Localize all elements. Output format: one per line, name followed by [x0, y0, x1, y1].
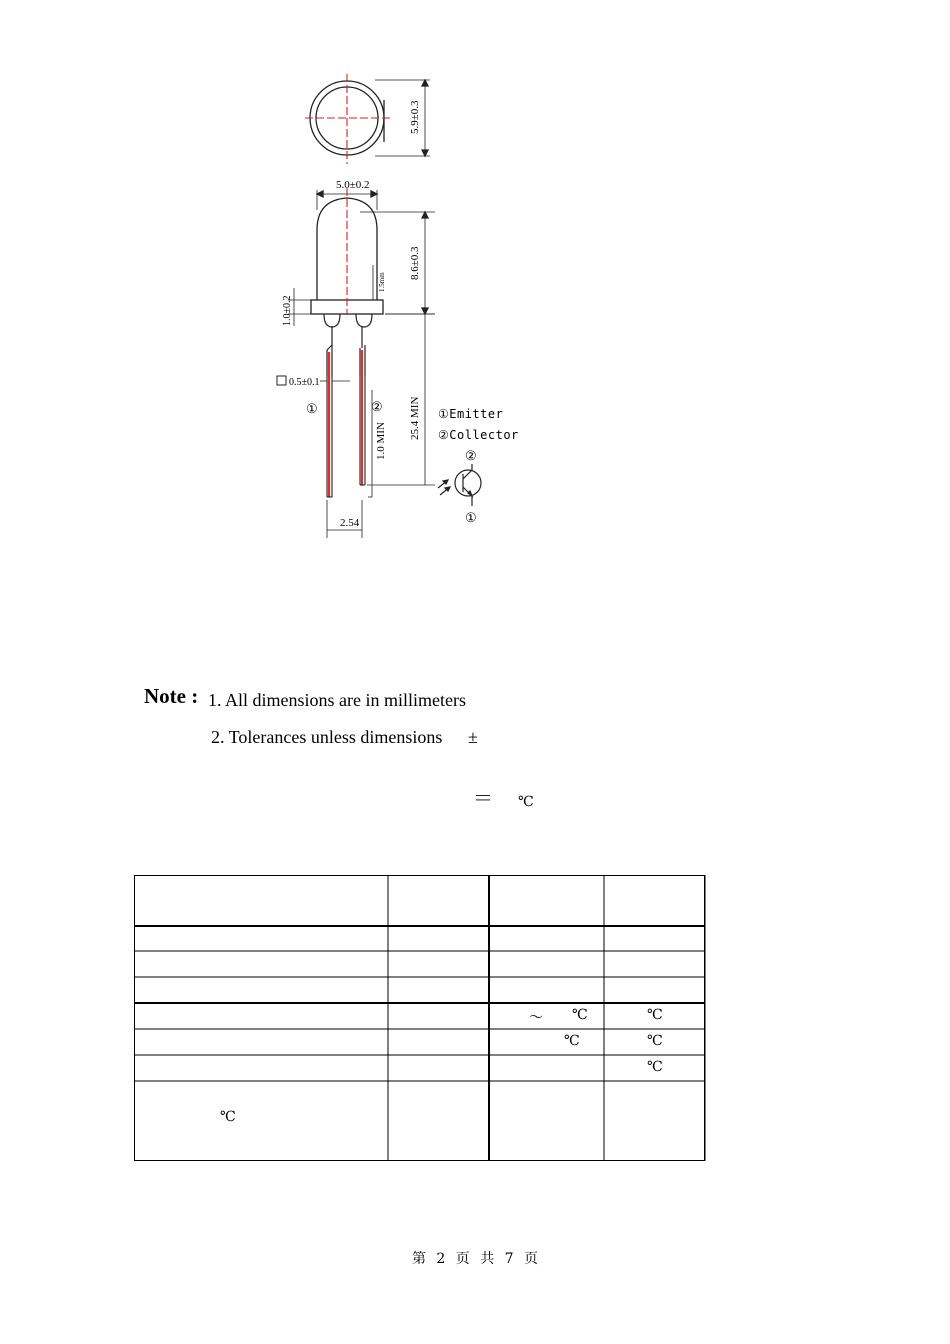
note-line-2: 2. Tolerances unless dimensions — [211, 727, 443, 747]
condition-unit: ℃ — [518, 795, 534, 810]
dim-inner-offset: 1.5mm — [378, 272, 386, 292]
condition-equals: ＝ — [473, 788, 493, 810]
legend-collector: ②Collector — [438, 428, 519, 442]
col4-row4-unit: ℃ — [647, 1008, 663, 1023]
col4-row6-unit: ℃ — [647, 1060, 663, 1075]
lead-highlights — [329, 350, 362, 497]
dim-pitch: 2.54 — [340, 517, 360, 529]
leads — [324, 314, 372, 376]
top-centerlines — [305, 74, 390, 164]
pin1-marker: ① — [306, 401, 318, 416]
footer-ye-1: 页 — [455, 1251, 470, 1267]
dim-flange: 1.0±0.2 — [282, 295, 293, 326]
last-row-unit: ℃ — [220, 1110, 236, 1125]
range-unit: ℃ — [572, 1008, 588, 1023]
footer-di: 第 — [411, 1251, 426, 1267]
dim-lens-height: 5.9±0.3 — [409, 100, 421, 134]
dim-total-height: 8.6±0.3 — [409, 246, 421, 280]
footer-ye-2: 页 — [524, 1251, 539, 1267]
phototransistor-symbol-icon — [438, 464, 481, 506]
row5-unit: ℃ — [564, 1034, 580, 1049]
dim-body-diameter: 5.0±0.2 — [336, 179, 370, 191]
footer-current-page: 2 — [436, 1251, 446, 1267]
ratings-table — [134, 875, 706, 1161]
package-outline-drawing — [260, 60, 560, 550]
pin2-marker: ② — [371, 399, 383, 414]
legend-emitter: ①Emitter — [438, 407, 504, 421]
footer-gong: 共 — [480, 1251, 495, 1267]
range-tilde: ～ — [529, 1011, 543, 1026]
symbol-pin2-marker: ② — [465, 448, 477, 463]
dim-lead-size: 0.5±0.1 — [289, 377, 320, 388]
note-plus-minus: ± — [468, 727, 478, 747]
page-footer — [0, 1248, 950, 1268]
dim-lead-length: 25.4 MIN — [409, 396, 421, 440]
footer-total-pages: 7 — [504, 1251, 514, 1267]
note-label: Note : — [144, 684, 199, 708]
col4-row5-unit: ℃ — [647, 1034, 663, 1049]
note-line-1: 1. All dimensions are in millimeters — [208, 690, 466, 710]
dim-lead-min: 1.0 MIN — [375, 422, 387, 460]
symbol-pin1-marker: ① — [465, 510, 477, 525]
